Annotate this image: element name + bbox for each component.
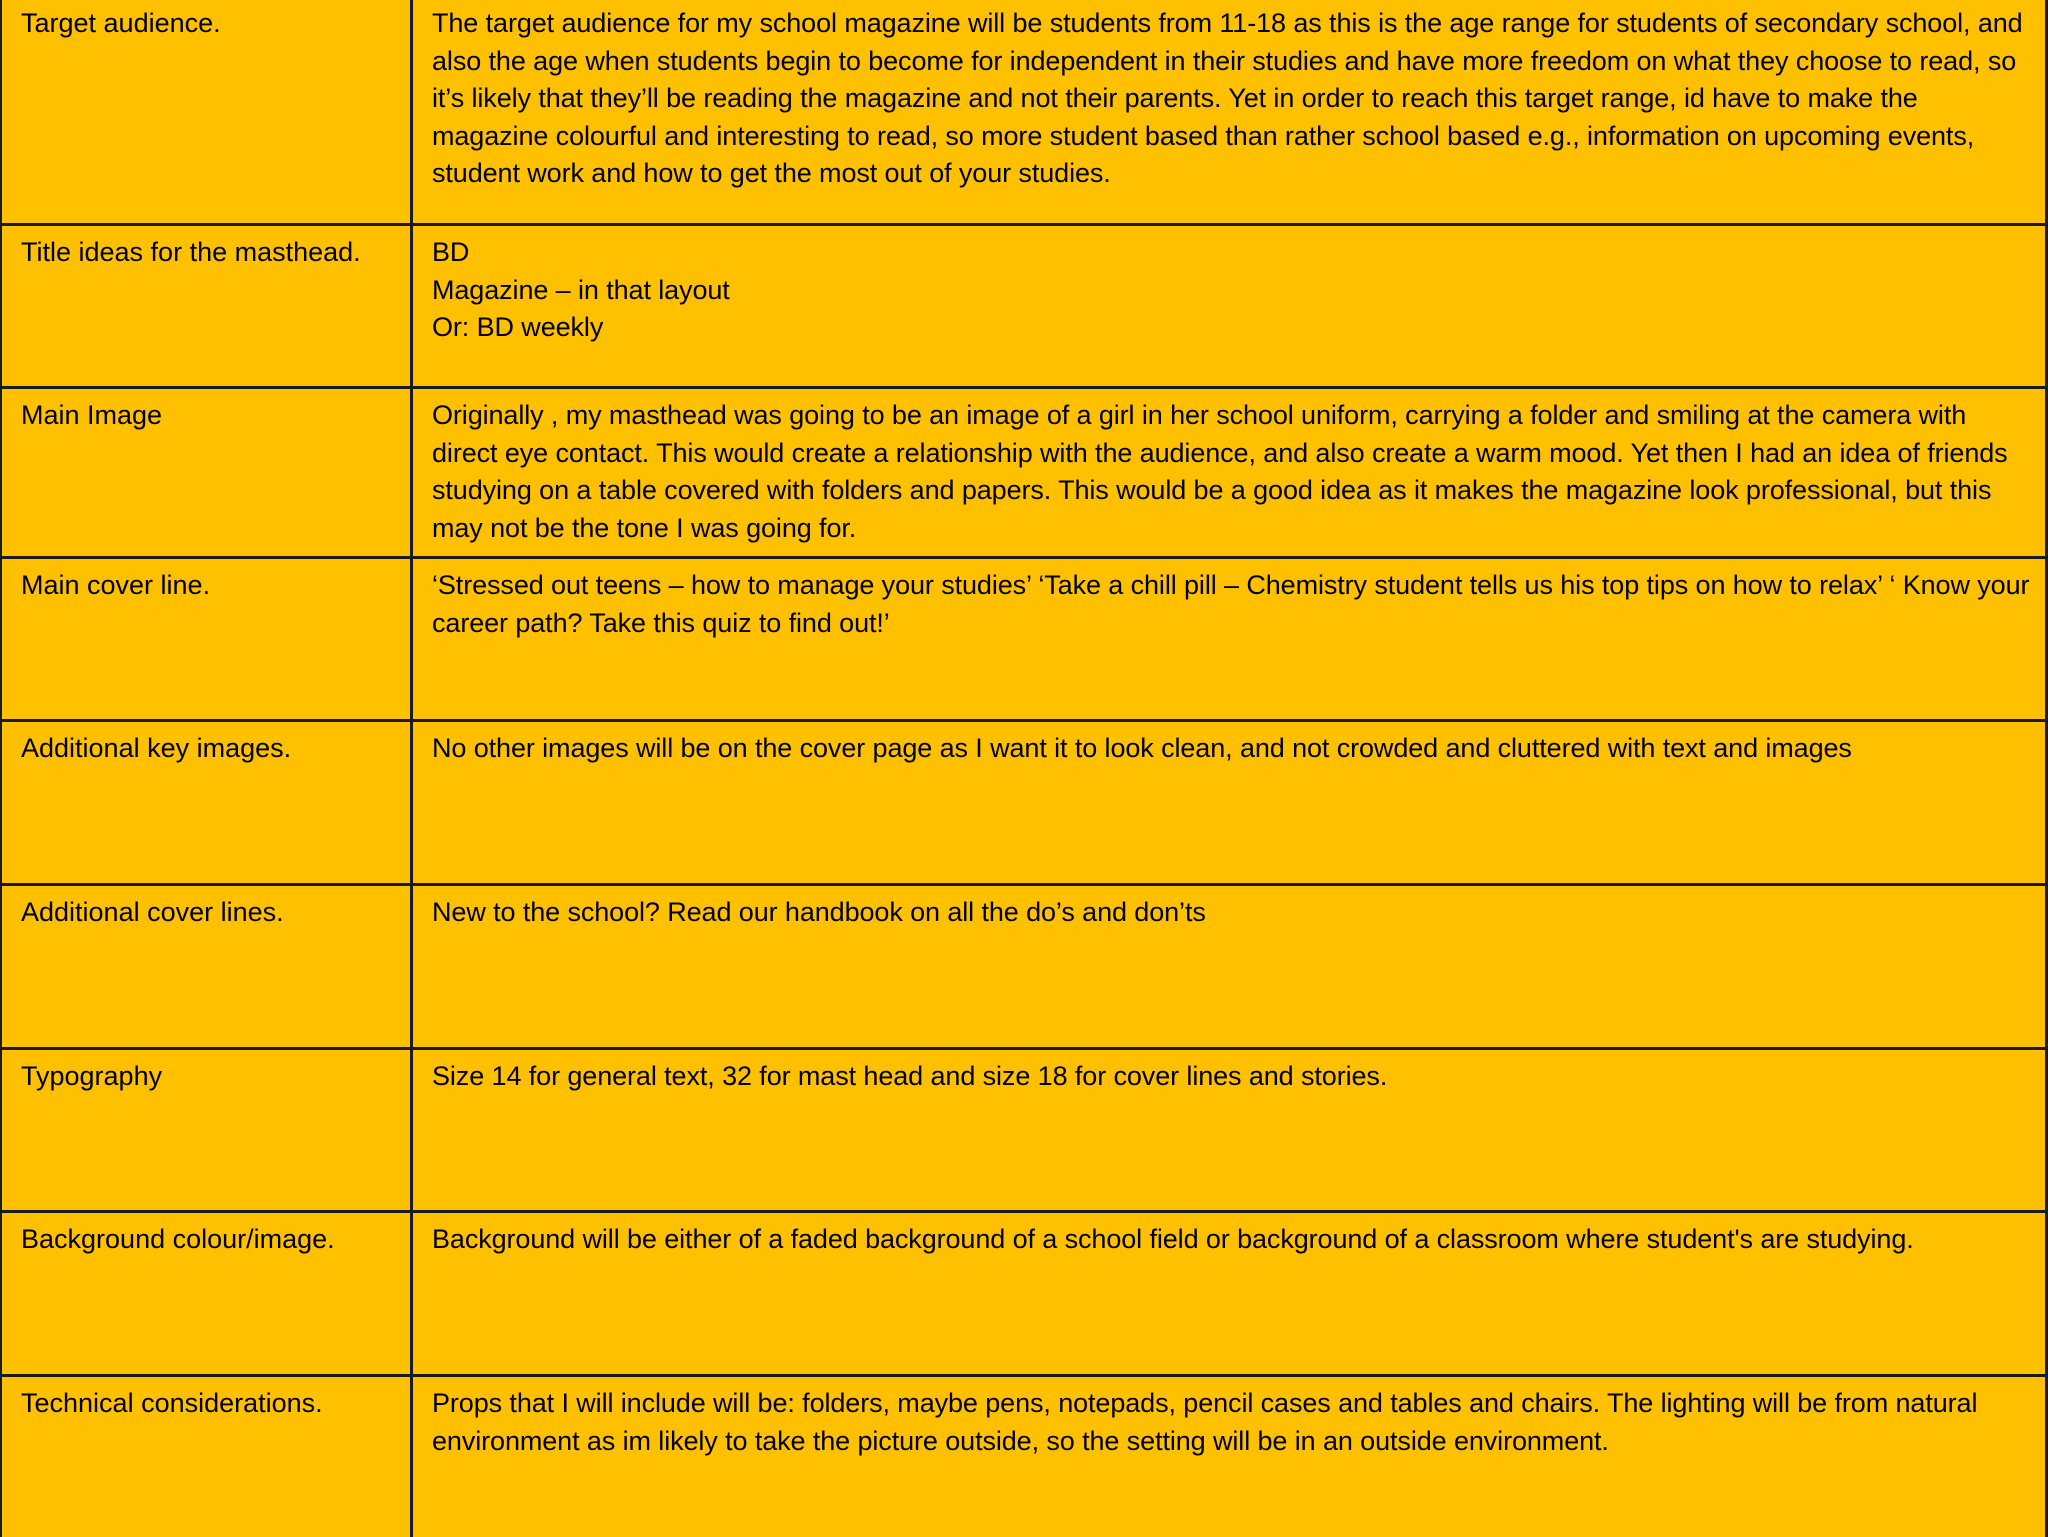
row-label-target-audience: Target audience.: [0, 0, 413, 226]
row-label-main-image: Main Image: [0, 389, 413, 559]
row-label-typography: Typography: [0, 1050, 413, 1213]
row-value-technical-considerations: Props that I will include will be: folders, maybe pens, notepads, pencil cases and tables and chairs. The lighting will be from natural environment as im likely to take the picture outside, so the setting will be in an outside environment.: [413, 1377, 2048, 1537]
row-label-title-ideas: Title ideas for the masthead.: [0, 226, 413, 389]
row-label-background: Background colour/image.: [0, 1213, 413, 1377]
row-value-background: Background will be either of a faded background of a school field or background of a classroom where student's are studying.: [413, 1213, 2048, 1377]
row-value-main-cover-line: ‘Stressed out teens – how to manage your studies’ ‘Take a chill pill – Chemistry student tells us his top tips on how to relax’ ‘ Know your career path? Take this quiz to find out!’: [413, 559, 2048, 722]
row-value-target-audience: The target audience for my school magazine will be students from 11-18 as this is the age range for students of secondary school, and also the age when students begin to become for independent in their studies and have more freedom on what they choose to read, so it’s likely that they’ll be reading the magazine and not their parents. Yet in order to reach this target range, id have to make the magazine colourful and interesting to read, so more student based than rather school based e.g., information on upcoming events, student work and how to get the most out of your studies.: [413, 0, 2048, 226]
row-value-typography: Size 14 for general text, 32 for mast head and size 18 for cover lines and stories.: [413, 1050, 2048, 1213]
row-value-additional-cover-lines: New to the school? Read our handbook on all the do’s and don’ts: [413, 886, 2048, 1050]
row-label-technical-considerations: Technical considerations.: [0, 1377, 413, 1537]
row-label-additional-key-images: Additional key images.: [0, 722, 413, 886]
row-label-main-cover-line: Main cover line.: [0, 559, 413, 722]
row-value-additional-key-images: No other images will be on the cover page as I want it to look clean, and not crowded and cluttered with text and images: [413, 722, 2048, 886]
row-label-additional-cover-lines: Additional cover lines.: [0, 886, 413, 1050]
row-value-title-ideas: BD Magazine – in that layout Or: BD weekly: [413, 226, 2048, 389]
row-value-main-image: Originally , my masthead was going to be an image of a girl in her school uniform, carrying a folder and smiling at the camera with direct eye contact. This would create a relationship with the audience, and also create a warm mood. Yet then I had an idea of friends studying on a table covered with folders and papers. This would be a good idea as it makes the magazine look professional, but this may not be the tone I was going for.: [413, 389, 2048, 559]
